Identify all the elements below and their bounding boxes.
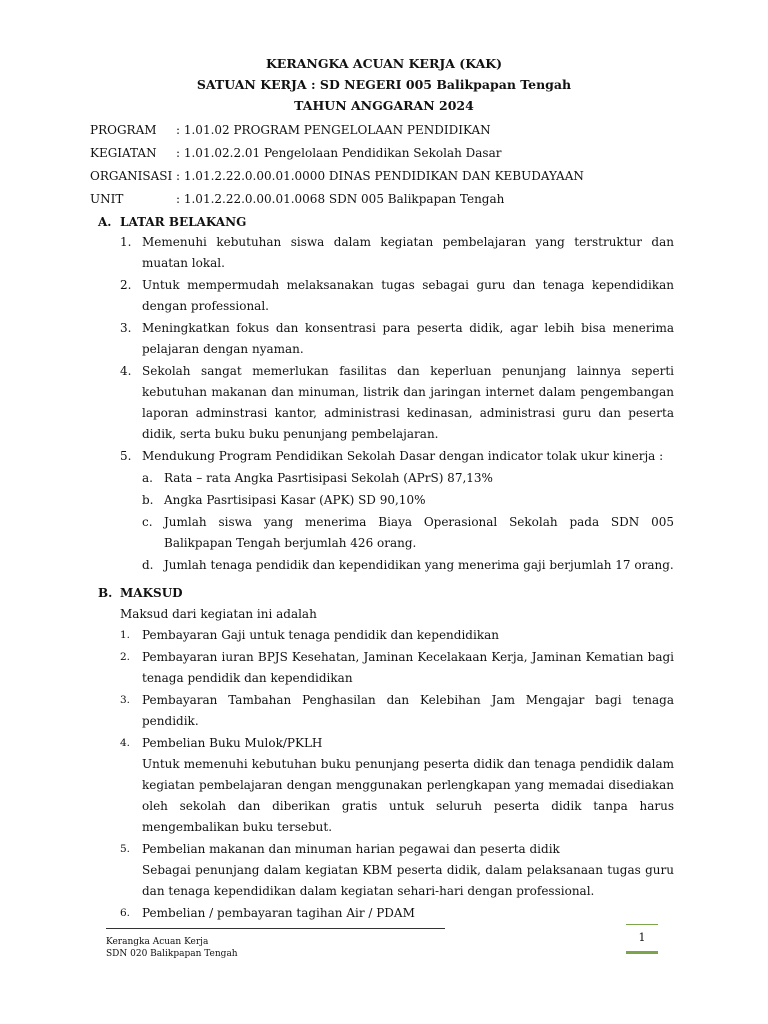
list-item — [120, 839, 674, 902]
item-number: 3. — [120, 694, 131, 706]
info-row-kegiatan — [90, 142, 690, 165]
section-a-list — [98, 232, 674, 576]
item-number: 2. — [120, 651, 131, 663]
info-key: KEGIATAN — [90, 146, 157, 160]
item-text: Memenuhi kebutuhan siswa dalam kegiatan pembelajaran yang terstruktur dan muatan lokal. — [142, 235, 674, 270]
indicator-sublist — [120, 468, 674, 576]
item-text: Untuk mempermudah melaksanakan tugas sebagai guru dan tenaga kependidikan dengan professional. — [142, 278, 674, 313]
item-letter: d. — [142, 558, 154, 572]
section-a-heading — [98, 213, 674, 232]
info-value: : 1.01.2.22.0.00.01.0000 DINAS PENDIDIKAN DAN KEBUDAYAAN — [176, 169, 584, 183]
section-b-heading — [98, 584, 674, 603]
list-item — [120, 318, 674, 360]
info-row-program — [90, 119, 690, 142]
item-letter: a. — [142, 471, 153, 485]
list-item — [120, 361, 674, 445]
fiscal-year-title: TAHUN ANGGARAN 2024 — [294, 98, 474, 113]
list-item — [120, 446, 674, 467]
item-text: Pembelian Buku Mulok/PKLH — [142, 736, 323, 750]
info-row-organisasi — [90, 165, 690, 188]
item-description: Sebagai penunjang dalam kegiatan KBM peserta didik, dalam pelaksanaan tugas guru dan tenaga kependidikan dalam kegiatan sehari-hari dengan professional. — [142, 863, 674, 898]
footer-line-1: Kerangka Acuan Kerja — [106, 937, 209, 947]
item-number: 1. — [120, 629, 131, 641]
info-key: PROGRAM — [90, 123, 157, 137]
item-text: Mendukung Program Pendidikan Sekolah Dasar dengan indicator tolak ukur kinerja : — [142, 449, 664, 463]
item-body — [142, 733, 674, 838]
sublist-item — [142, 490, 674, 511]
list-item — [120, 733, 674, 838]
item-letter: c. — [142, 515, 153, 529]
section-letter: B. — [98, 586, 113, 600]
info-value: : 1.01.02 PROGRAM PENGELOLAAN PENDIDIKAN — [176, 123, 491, 137]
item-number: 2. — [120, 278, 132, 292]
item-text: Pembelian / pembayaran tagihan Air / PDAM — [142, 906, 415, 920]
section-b-intro: Maksud dari kegiatan ini adalah — [120, 607, 317, 621]
list-item — [120, 275, 674, 317]
item-text: Sekolah sangat memerlukan fasilitas dan keperluan penunjang lainnya seperti kebutuhan makanan dan minuman, listrik dan jaringan internet dalam pengembangan laporan adminstrasi kantor, administrasi kedinasan, administrasi guru dan peserta didik, serta buku buku penunjang pembelajaran. — [142, 364, 674, 441]
list-item — [120, 690, 674, 732]
page-box-top-rule — [626, 924, 658, 925]
footer-divider — [106, 928, 445, 929]
sublist-item — [142, 468, 674, 489]
item-text: Pembayaran iuran BPJS Kesehatan, Jaminan Kecelakaan Kerja, Jaminan Kematian bagi tenaga pendidik dan kependidikan — [142, 650, 674, 685]
item-text: Meningkatkan fokus dan konsentrasi para peserta didik, agar lebih bisa menerima pelajaran dengan nyaman. — [142, 321, 674, 356]
info-row-unit — [90, 188, 690, 211]
info-key: UNIT — [90, 192, 124, 206]
item-text: Jumlah siswa yang menerima Biaya Operasional Sekolah pada SDN 005 Balikpapan Tengah berjumlah 426 orang. — [164, 515, 674, 550]
section-b-list — [98, 625, 674, 924]
document-title-block — [0, 53, 768, 116]
item-number: 6. — [120, 907, 131, 919]
item-number: 1. — [120, 235, 132, 249]
item-number: 4. — [120, 737, 131, 749]
item-text: Pembelian makanan dan minuman harian pegawai dan peserta didik — [142, 842, 560, 856]
footer — [106, 936, 238, 960]
item-text: Rata – rata Angka Pasrtisipasi Sekolah (APrS) 87,13% — [164, 471, 493, 485]
item-text: Jumlah tenaga pendidik dan kependidikan yang menerima gaji berjumlah 17 orang. — [164, 558, 674, 572]
footer-line-2: SDN 020 Balikpapan Tengah — [106, 949, 238, 959]
item-number: 5. — [120, 843, 131, 855]
section-title: LATAR BELAKANG — [120, 215, 247, 229]
section-title: MAKSUD — [120, 586, 183, 600]
document-title: KERANGKA ACUAN KERJA (KAK) — [265, 56, 503, 71]
page-number: 1 — [638, 931, 646, 944]
work-unit-title: SATUAN KERJA : SD NEGERI 005 Balikpapan Tengah — [196, 77, 572, 92]
item-description: Untuk memenuhi kebutuhan buku penunjang peserta didik dan tenaga pendidik dalam kegiatan pembelajaran dengan menggunakan perlengkapan yang memadai disediakan oleh sekolah dan diberikan gratis untuk seluruh peserta didik tanpa harus mengembalikan buku tersebut. — [142, 757, 674, 834]
sublist-item — [142, 512, 674, 554]
list-item — [120, 903, 674, 924]
item-letter: b. — [142, 493, 154, 507]
list-item — [120, 625, 674, 646]
info-key: ORGANISASI — [90, 169, 173, 183]
item-number: 5. — [120, 449, 132, 463]
item-text: Angka Pasrtisipasi Kasar (APK) SD 90,10% — [164, 493, 426, 507]
page-box-bottom-rule — [626, 951, 658, 954]
info-value: : 1.01.2.22.0.00.01.0068 SDN 005 Balikpapan Tengah — [176, 192, 505, 206]
list-item — [120, 232, 674, 274]
document-body — [98, 213, 674, 925]
item-text: Pembayaran Gaji untuk tenaga pendidik dan kependidikan — [142, 628, 499, 642]
section-letter: A. — [98, 215, 112, 229]
program-info — [90, 119, 690, 211]
list-item — [120, 647, 674, 689]
page-number-box — [626, 924, 658, 954]
sublist-item — [142, 555, 674, 576]
item-number: 3. — [120, 321, 132, 335]
item-text: Pembayaran Tambahan Penghasilan dan Kelebihan Jam Mengajar bagi tenaga pendidik. — [142, 693, 674, 728]
info-value: : 1.01.02.2.01 Pengelolaan Pendidikan Sekolah Dasar — [176, 146, 502, 160]
item-body — [142, 839, 674, 902]
item-number: 4. — [120, 364, 132, 378]
